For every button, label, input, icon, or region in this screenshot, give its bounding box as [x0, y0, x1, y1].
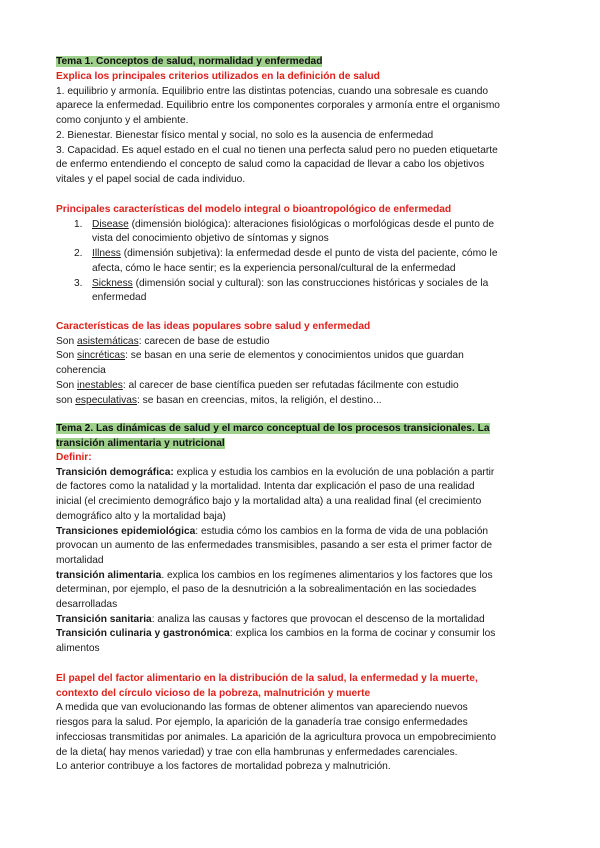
definition: [56, 466, 546, 525]
papel-section: [56, 672, 546, 775]
list-item: [74, 218, 546, 247]
definition: [56, 627, 546, 656]
def-text: explica y estudia los cambios en la evolución de una población a partir: [173, 466, 495, 478]
list-item: [74, 247, 546, 276]
papel-line: infecciosas transmitidas por animales. La aparición de la agricultura provoca un empobrecimiento: [56, 731, 496, 743]
tema1-title-block: [56, 55, 546, 70]
ideas-line: [56, 394, 546, 409]
ideas-post: : carecen de base de estudio: [138, 335, 270, 347]
item-text: (dimensión biológica): alteraciones fisiológicas o morfológicas desde el punto de: [128, 218, 495, 230]
list-number: 2.: [74, 248, 83, 260]
def-cont: de factores como la natalidad y la mortalidad. Intenta dar explicación el paso de una realidad: [56, 481, 475, 493]
papel-line: Lo anterior contribuye a los factores de mortalidad pobreza y malnutrición.: [56, 761, 391, 773]
item-continuation: vista del conocimiento objetivo de síntomas y signos: [92, 233, 329, 245]
modelo-section: [56, 203, 546, 306]
ideas-line: [56, 335, 546, 350]
definition: [56, 569, 546, 613]
term: asistemáticas: [76, 335, 139, 347]
def-text: : estudia cómo los cambios en la forma de vida de una población: [195, 525, 489, 537]
ideas-pre: Son: [56, 379, 77, 391]
papel-heading-line1: El papel del factor alimentario en la distribución de la salud, la enfermedad y la muerte,: [56, 673, 478, 684]
ideas-section: [56, 320, 546, 408]
def-cont: mortalidad: [56, 554, 104, 566]
list-item: [74, 277, 546, 306]
term: Sickness: [92, 277, 133, 289]
item-continuation: enfermedad: [92, 292, 147, 304]
def-cont: alimentos: [56, 643, 100, 655]
list-number: 1.: [74, 218, 83, 230]
term: especulativas: [75, 394, 137, 406]
tema2-title-line1: Tema 2. Las dinámicas de salud y el marco conceptual de los procesos transicionales. La: [56, 423, 490, 434]
def-text: . explica los cambios en los regímenes alimentarios y los factores que los: [161, 569, 493, 581]
papel-line: riesgos para la salud. Por ejemplo, la aparición de la ganadería trae consigo enfermedades: [56, 717, 468, 729]
criterios-line: 1. equilibrio y armonía. Equilibrio entre las distintas potencias, cuando una sobresale es cuando: [56, 85, 489, 97]
modelo-list: [56, 218, 546, 306]
papel-line: de la dieta( hay menos variedad) y trae con ella hambrunas y enfermedades carenciales.: [56, 746, 458, 758]
papel-heading-line2: contexto del círculo vicioso de la pobreza, malnutrición y muerte: [56, 687, 371, 699]
criterios-section: [56, 70, 546, 188]
ideas-line: [56, 379, 546, 394]
definition: [56, 613, 546, 628]
term: sincréticas: [76, 350, 126, 362]
ideas-line: [56, 349, 546, 364]
criterios-line: de enfermo entendiendo el concepto de salud como la capacidad de llevar a cabo los objetivos: [56, 159, 485, 171]
criterios-line: vitales y el papel social de cada individuo.: [56, 173, 246, 185]
definir-heading: Definir:: [56, 452, 92, 463]
criterios-heading: Explica los principales criterios utilizados en la definición de salud: [56, 71, 380, 82]
def-cont: demográfico alto y la mortalidad baja): [56, 510, 226, 522]
def-term: Transición sanitaria: [56, 613, 152, 625]
def-term: Transición demográfica:: [56, 466, 174, 478]
ideas-post: : se basan en una serie de elementos y conocimientos unidos que guardan: [125, 350, 464, 362]
def-cont: determinan, por ejemplo, el paso de la desnutrición a la sobrealimentación en las sociedades: [56, 584, 477, 596]
criterios-line: 2. Bienestar. Bienestar físico mental y social, no solo es la ausencia de enfermedad: [56, 129, 434, 141]
ideas-post: : se basan en creencias, mitos, la religión, el destino...: [137, 394, 382, 406]
definition: [56, 525, 546, 569]
tema2-title-line2: transición alimentaria y nutricional: [56, 437, 225, 449]
list-number: 3.: [74, 277, 83, 289]
def-cont: inicial (el crecimiento demográfico bajo y la mortalidad alta) a una realidad final (el crecimiento: [56, 496, 482, 508]
def-text: : analiza las causas y factores que provocan el descenso de la mortalidad: [151, 613, 485, 625]
def-term: Transición culinaria y gastronómica: [56, 628, 230, 640]
papel-line: A medida que van evolucionando las formas de obtener alimentos van apareciendo nuevos: [56, 702, 468, 714]
ideas-post: coherencia: [56, 365, 106, 377]
def-cont: desarrolladas: [56, 599, 118, 611]
criterios-line: 3. Capacidad. Es aquel estado en el cual no tienen una perfecta salud pero no pueden etiquetarte: [56, 144, 498, 156]
ideas-pre: son: [56, 394, 76, 406]
def-term: transición alimentaria: [56, 569, 162, 581]
ideas-pre: Son: [56, 350, 77, 362]
modelo-heading: Principales características del modelo integral o bioantropológico de enfermedad: [56, 204, 452, 215]
item-continuation: afecta, cómo le hace sentir; es la experiencia personal/cultural de la enfermedad: [92, 262, 456, 274]
def-term: Transiciones epidemiológica: [56, 525, 196, 537]
ideas-post: : al carecer de base científica pueden ser refutadas fácilmente con estudio: [122, 379, 459, 391]
tema2-title-block: [56, 422, 546, 451]
criterios-line: como conjunto y el ambiente.: [56, 115, 189, 127]
term: Disease: [92, 218, 129, 230]
item-text: (dimensión subjetiva): la enfermedad desde el punto de vista del paciente, cómo le: [120, 248, 498, 260]
criterios-line: aparece la enfermedad. Equilibrio entre los componentes corporales y armonía entre el organismo: [56, 100, 500, 112]
term: inestables: [76, 379, 123, 391]
ideas-pre: Son: [56, 335, 77, 347]
ideas-line: [56, 364, 546, 379]
definir-section: [56, 451, 546, 657]
def-cont: provocan un aumento de las enfermedades transmisibles, pasando a ser esta el primer factor de: [56, 540, 493, 552]
ideas-heading: Características de las ideas populares sobre salud y enfermedad: [56, 321, 371, 332]
term: Illness: [92, 248, 121, 260]
tema1-title: Tema 1. Conceptos de salud, normalidad y enfermedad: [56, 56, 323, 67]
item-text: (dimensión social y cultural): son las construcciones históricas y sociales de la: [132, 277, 489, 289]
def-text: : explica los cambios en la forma de cocinar y consumir los: [229, 628, 496, 640]
